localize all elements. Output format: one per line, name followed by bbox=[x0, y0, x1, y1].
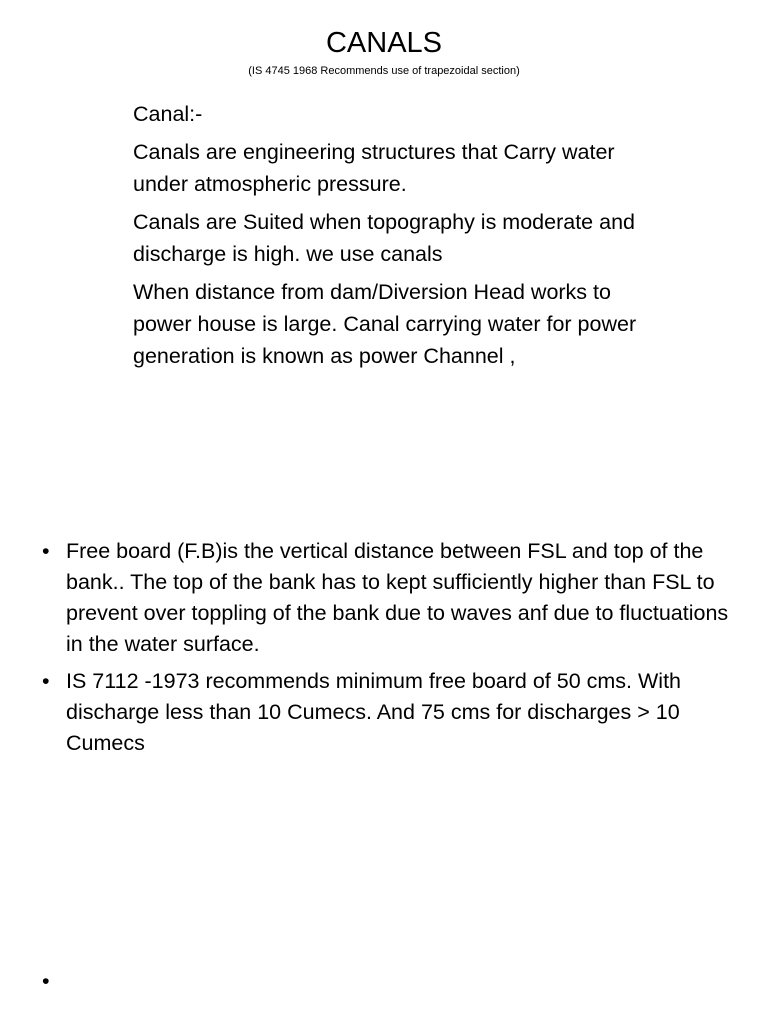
empty-bullet-icon: • bbox=[42, 969, 50, 993]
intro-section bbox=[133, 98, 653, 378]
bullet-dot-icon: • bbox=[42, 539, 50, 563]
bullet-dot-icon: • bbox=[42, 669, 50, 693]
page-subtitle: (IS 4745 1968 Recommends use of trapezoidal section) bbox=[248, 65, 520, 77]
bullet-text: Free board (F.B)is the vertical distance between FSL and top of the bank.. The top of the bank has to kept sufficiently higher than FSL to prevent over toppling of the bank due to waves anf due to fluctuations in the water surface. bbox=[66, 539, 729, 656]
intro-paragraph-2: Canals are Suited when topography is moderate and discharge is high. we use canals bbox=[133, 210, 635, 266]
intro-paragraph-3: When distance from dam/Diversion Head works to power house is large. Canal carrying water for power generation is known as power Channel , bbox=[133, 280, 637, 368]
bullet-text: IS 7112 -1973 recommends minimum free board of 50 cms. With discharge less than 10 Cumecs. And 75 cms for discharges > 10 Cumecs bbox=[66, 669, 681, 755]
bullet-item-free-board bbox=[42, 536, 742, 660]
intro-paragraph-1: Canals are engineering structures that Carry water under atmospheric pressure. bbox=[133, 140, 615, 196]
bullet-list bbox=[42, 536, 742, 765]
bullet-item-is-7112 bbox=[42, 666, 742, 759]
intro-heading: Canal:- bbox=[133, 102, 203, 126]
page-title: CANALS bbox=[325, 27, 443, 59]
